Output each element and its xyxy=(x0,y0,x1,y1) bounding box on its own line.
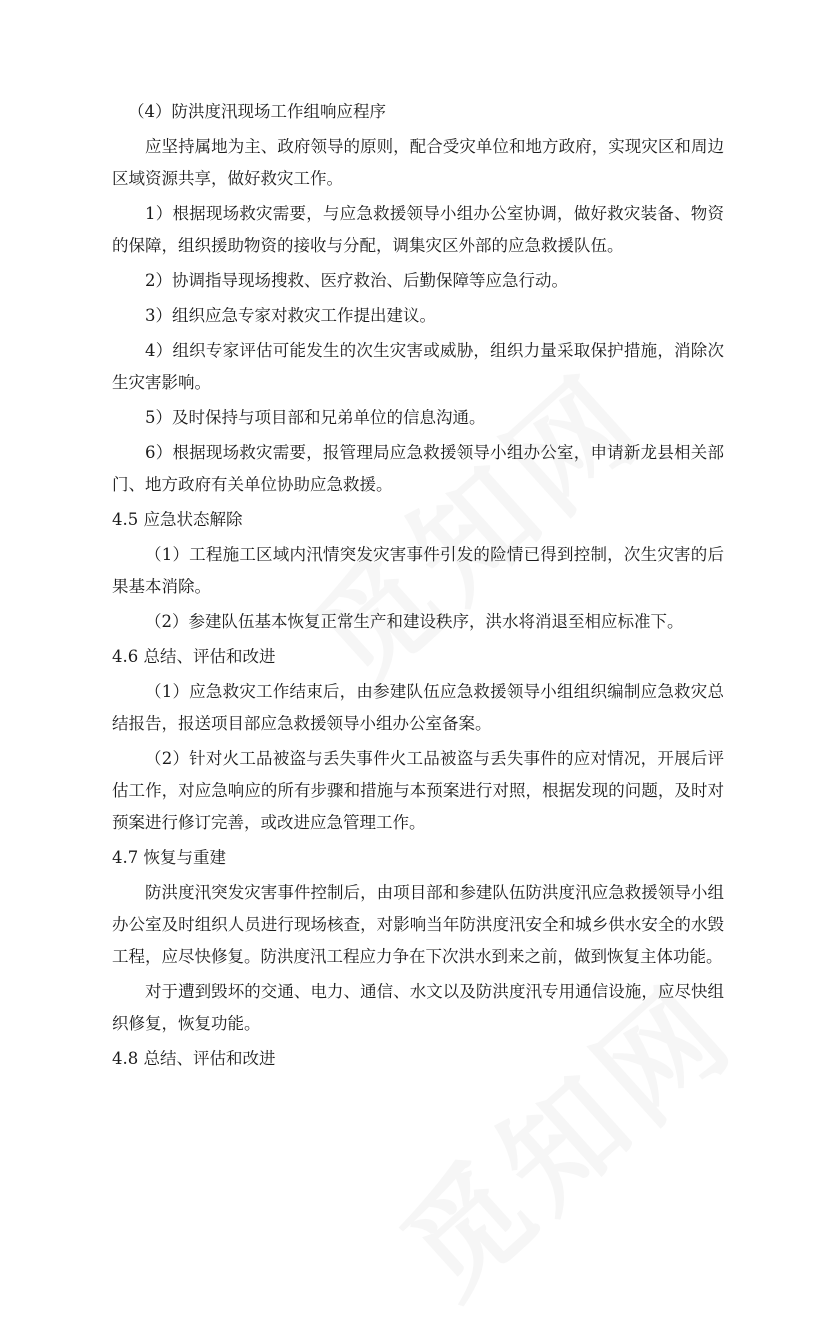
paragraph: 对于遭到毁坏的交通、电力、通信、水文以及防洪度汛专用通信设施，应尽快组织修复，恢复功能。 xyxy=(112,982,724,1033)
paragraph: 防洪度汛突发灾害事件控制后，由项目部和参建队伍防洪度汛应急救援领导小组办公室及时组织人员进行现场核查，对影响当年防洪度汛安全和城乡供水安全的水毁工程，应尽快修复。防洪度汛工程应力争在下次洪水到来之前，做到恢复主体功能。 xyxy=(112,883,724,966)
section-heading: 4.7 恢复与重建 xyxy=(112,848,226,867)
list-item: （2）参建队伍基本恢复正常生产和建设秩序，洪水将消退至相应标准下。 xyxy=(145,612,684,631)
section-heading: 4.5 应急状态解除 xyxy=(112,510,243,529)
document-body xyxy=(112,96,724,1078)
list-item: 6）根据现场救灾需要，报管理局应急救援领导小组办公室，申请新龙县相关部门、地方政府有关单位协助应急救援。 xyxy=(112,443,724,494)
list-item: （1）应急救灾工作结束后，由参建队伍应急救援领导小组组织编制应急救灾总结报告，报送项目部应急救援领导小组办公室备案。 xyxy=(112,682,724,733)
section-heading: 4.6 总结、评估和改进 xyxy=(112,647,276,666)
list-item: 2）协调指导现场搜救、医疗救治、后勤保障等应急行动。 xyxy=(145,271,568,290)
subsection-title: （4）防洪度汛现场工作组响应程序 xyxy=(128,102,386,121)
list-item: 3）组织应急专家对救灾工作提出建议。 xyxy=(145,306,436,325)
list-item: （1）工程施工区域内汛情突发灾害事件引发的险情已得到控制，次生灾害的后果基本消除。 xyxy=(112,545,724,596)
paragraph: 应坚持属地为主、政府领导的原则，配合受灾单位和地方政府，实现灾区和周边区域资源共享，做好救灾工作。 xyxy=(112,137,724,188)
list-item: 4）组织专家评估可能发生的次生灾害或威胁，组织力量采取保护措施，消除次生灾害影响。 xyxy=(112,341,724,392)
list-item: 1）根据现场救灾需要，与应急救援领导小组办公室协调，做好救灾装备、物资的保障，组织援助物资的接收与分配，调集灾区外部的应急救援队伍。 xyxy=(112,204,724,255)
list-item: 5）及时保持与项目部和兄弟单位的信息沟通。 xyxy=(145,408,486,427)
section-heading: 4.8 总结、评估和改进 xyxy=(112,1049,276,1068)
list-item: （2）针对火工品被盗与丢失事件火工品被盗与丢失事件的应对情况，开展后评估工作，对应急响应的所有步骤和措施与本预案进行对照，根据发现的问题，及时对预案进行修订完善，或改进应急管理工作。 xyxy=(112,749,724,832)
